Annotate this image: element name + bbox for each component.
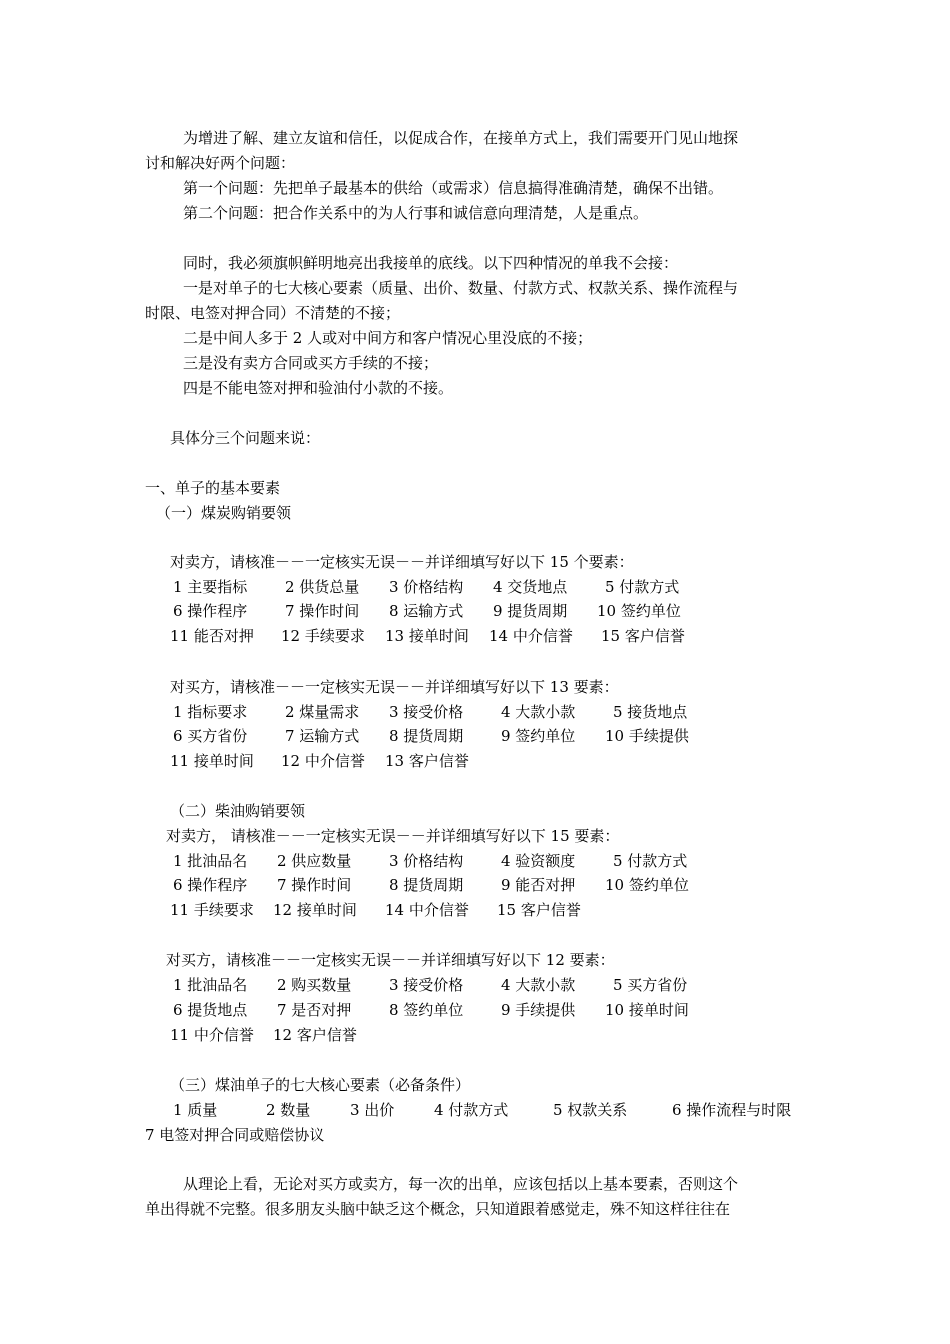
diesel-seller-item: 15 客户信誉 xyxy=(497,901,581,919)
coal-buyer-item: 13 客户信誉 xyxy=(385,752,469,770)
intro-paragraph-line: 为增进了解、建立友谊和信任，以促成合作，在接单方式上，我们需要开门见山地探 xyxy=(183,129,739,147)
diesel-seller-item: 4 验资额度 xyxy=(501,852,576,870)
coal-seller-item: 7 操作时间 xyxy=(285,602,360,620)
coal-seller-lead: 对卖方，请核准－－一定核实无误－－并详细填写好以下 15 个要素： xyxy=(170,553,634,571)
diesel-seller-item: 11 手续要求 xyxy=(170,901,254,919)
coal-seller-item: 11 能否对押 xyxy=(170,627,254,645)
coal-buyer-lead: 对买方，请核准－－一定核实无误－－并详细填写好以下 13 要素： xyxy=(170,678,619,696)
rule-two: 二是中间人多于 2 人或对中间方和客户情况心里没底的不接； xyxy=(183,329,593,347)
diesel-buyer-lead: 对买方，请核准－－一定核实无误－－并详细填写好以下 12 要素： xyxy=(166,951,615,969)
coal-subheading: （一）煤炭购销要领 xyxy=(156,504,292,522)
specific-intro: 具体分三个问题来说： xyxy=(170,429,321,447)
diesel-seller-item: 3 价格结构 xyxy=(389,852,464,870)
core-item: 6 操作流程与时限 xyxy=(672,1101,792,1119)
coal-seller-item: 6 操作程序 xyxy=(173,602,248,620)
diesel-seller-item: 14 中介信誉 xyxy=(385,901,469,919)
diesel-buyer-item: 11 中介信誉 xyxy=(170,1026,254,1044)
coal-seller-item: 4 交货地点 xyxy=(493,578,568,596)
core-item: 3 出价 xyxy=(350,1101,395,1119)
rule-four: 四是不能电签对押和验油付小款的不接。 xyxy=(183,379,454,397)
coal-seller-item: 12 手续要求 xyxy=(281,627,365,645)
core-item-seven: 7 电签对押合同或赔偿协议 xyxy=(145,1126,325,1144)
diesel-seller-item: 5 付款方式 xyxy=(613,852,688,870)
diesel-seller-item: 8 提货周期 xyxy=(389,876,464,894)
coal-buyer-item: 8 提货周期 xyxy=(389,727,464,745)
coal-buyer-item: 1 指标要求 xyxy=(173,703,248,721)
core-subheading: （三）煤油单子的七大核心要素（必备条件） xyxy=(170,1076,471,1094)
coal-buyer-item: 11 接单时间 xyxy=(170,752,254,770)
diesel-seller-item: 7 操作时间 xyxy=(277,876,352,894)
coal-seller-item: 10 签约单位 xyxy=(597,602,681,620)
core-item: 1 质量 xyxy=(173,1101,218,1119)
diesel-subheading: （二）柴油购销要领 xyxy=(170,802,306,820)
diesel-buyer-item: 12 客户信誉 xyxy=(273,1026,357,1044)
coal-seller-item: 15 客户信誉 xyxy=(601,627,685,645)
bottomline-lead: 同时，我必须旗帜鲜明地亮出我接单的底线。以下四种情况的单我不会接： xyxy=(183,254,679,272)
coal-buyer-item: 4 大款小款 xyxy=(501,703,576,721)
closing-paragraph-line: 单出得就不完整。很多朋友头脑中缺乏这个概念，只知道跟着感觉走，殊不知这样往往在 xyxy=(145,1200,731,1218)
diesel-seller-item: 10 签约单位 xyxy=(605,876,689,894)
coal-seller-item: 3 价格结构 xyxy=(389,578,464,596)
diesel-seller-item: 12 接单时间 xyxy=(273,901,357,919)
diesel-buyer-item: 8 签约单位 xyxy=(389,1001,464,1019)
rule-one: 一是对单子的七大核心要素（质量、出价、数量、付款方式、权款关系、操作流程与 xyxy=(183,279,739,297)
core-item: 4 付款方式 xyxy=(434,1101,509,1119)
coal-buyer-item: 9 签约单位 xyxy=(501,727,576,745)
question-two: 第二个问题：把合作关系中的为人行事和诚信意向理清楚，人是重点。 xyxy=(183,204,649,222)
coal-seller-item: 2 供货总量 xyxy=(285,578,360,596)
diesel-buyer-item: 5 买方省份 xyxy=(613,976,688,994)
closing-paragraph-line: 从理论上看，无论对买方或卖方，每一次的出单，应该包括以上基本要素，否则这个 xyxy=(183,1175,739,1193)
diesel-buyer-item: 7 是否对押 xyxy=(277,1001,352,1019)
coal-buyer-item: 12 中介信誉 xyxy=(281,752,365,770)
diesel-seller-item: 2 供应数量 xyxy=(277,852,352,870)
diesel-seller-item: 1 批油品名 xyxy=(173,852,248,870)
coal-buyer-item: 5 接货地点 xyxy=(613,703,688,721)
diesel-seller-item: 9 能否对押 xyxy=(501,876,576,894)
core-item: 2 数量 xyxy=(266,1101,311,1119)
coal-seller-item: 13 接单时间 xyxy=(385,627,469,645)
diesel-buyer-item: 6 提货地点 xyxy=(173,1001,248,1019)
diesel-buyer-item: 2 购买数量 xyxy=(277,976,352,994)
diesel-buyer-item: 1 批油品名 xyxy=(173,976,248,994)
diesel-seller-lead: 对卖方， 请核准－－一定核实无误－－并详细填写好以下 15 要素： xyxy=(166,827,620,845)
diesel-buyer-item: 3 接受价格 xyxy=(389,976,464,994)
question-one: 第一个问题：先把单子最基本的供给（或需求）信息搞得准确清楚，确保不出错。 xyxy=(183,179,724,197)
coal-seller-item: 5 付款方式 xyxy=(605,578,680,596)
intro-paragraph-line: 讨和解决好两个问题： xyxy=(145,154,296,172)
coal-buyer-item: 10 手续提供 xyxy=(605,727,689,745)
diesel-seller-item: 6 操作程序 xyxy=(173,876,248,894)
coal-seller-item: 14 中介信誉 xyxy=(489,627,573,645)
coal-buyer-item: 2 煤量需求 xyxy=(285,703,360,721)
section-heading: 一、单子的基本要素 xyxy=(145,479,281,497)
core-item: 5 权款关系 xyxy=(553,1101,628,1119)
diesel-buyer-item: 9 手续提供 xyxy=(501,1001,576,1019)
rule-one-continued: 时限、电签对押合同）不清楚的不接； xyxy=(145,304,401,322)
rule-three: 三是没有卖方合同或买方手续的不接； xyxy=(183,354,439,372)
coal-buyer-item: 3 接受价格 xyxy=(389,703,464,721)
coal-seller-item: 8 运输方式 xyxy=(389,602,464,620)
diesel-buyer-item: 10 接单时间 xyxy=(605,1001,689,1019)
coal-seller-item: 1 主要指标 xyxy=(173,578,248,596)
diesel-buyer-item: 4 大款小款 xyxy=(501,976,576,994)
coal-buyer-item: 7 运输方式 xyxy=(285,727,360,745)
coal-seller-item: 9 提货周期 xyxy=(493,602,568,620)
coal-buyer-item: 6 买方省份 xyxy=(173,727,248,745)
